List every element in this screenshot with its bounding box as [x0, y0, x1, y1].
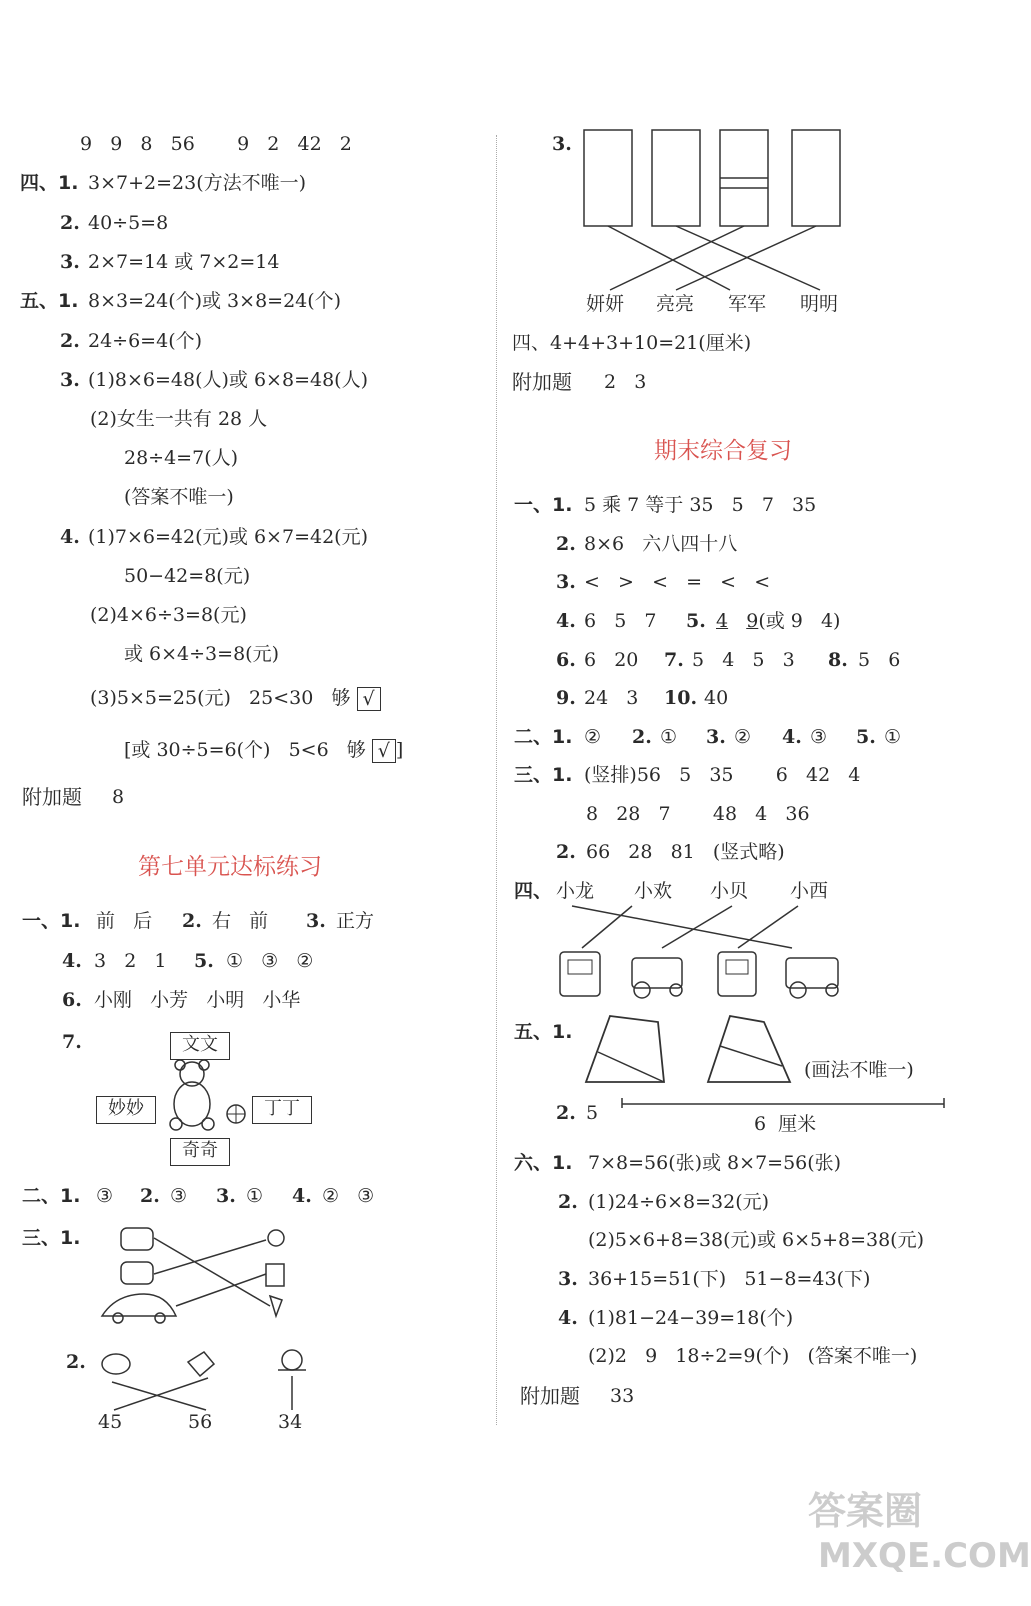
name-box-left: 妙妙	[96, 1096, 156, 1124]
item-number: 3.	[60, 369, 80, 391]
answer-line: 9 9 8 56 9 2 42 2	[80, 133, 352, 155]
answer-text: 40	[704, 687, 729, 709]
name-label: 小贝	[710, 880, 749, 902]
answer-text: 50−42=8(元)	[124, 565, 251, 587]
teddy-bear-ball-illustration	[160, 1060, 250, 1136]
bonus-value: 33	[610, 1385, 635, 1407]
item-number: 2.	[60, 212, 80, 234]
blank-answer: 9	[746, 610, 759, 632]
item-number: 2.	[140, 1185, 160, 1207]
item-number: 5.	[856, 726, 876, 748]
answer-text: ③	[170, 1185, 188, 1207]
answer-text: ③	[810, 726, 828, 748]
item-number: 6.	[62, 989, 82, 1011]
bonus-value: 2 3	[604, 371, 647, 393]
item-number: 4.	[782, 726, 802, 748]
item-number: 8.	[828, 649, 848, 671]
item-number: 6.	[556, 649, 576, 671]
answer-text: 24÷6=4(个)	[88, 330, 203, 352]
item-number: 3.	[558, 1268, 578, 1290]
answer-text: 5 乘 7 等于 35 5 7 35	[584, 494, 817, 516]
refrigerators-matching	[580, 128, 850, 288]
answer-text: ①	[660, 726, 678, 748]
final-review-title: 期末综合复习	[654, 438, 792, 464]
item-number: 2.	[632, 726, 652, 748]
section-label: 三、1.	[22, 1227, 81, 1249]
answer-text: 或 6×4÷3=8(元)	[124, 643, 279, 665]
answer-text: < > < = < <	[584, 571, 771, 593]
section-label: 五、1.	[20, 290, 79, 312]
name-label: 亮亮	[656, 293, 695, 315]
item-number: 2.	[182, 910, 202, 932]
answer-text: 6 20	[584, 649, 639, 671]
answer-text: (1)81−24−39=18(个)	[588, 1307, 794, 1329]
section-label: 一、1.	[514, 494, 573, 516]
answer-text: 6 5 7	[584, 610, 657, 632]
answer-text: (画法不唯一)	[804, 1059, 914, 1081]
check-box: √	[372, 739, 396, 763]
item-number: 2.	[556, 533, 576, 555]
item-number: 3.	[60, 251, 80, 273]
watermark-logo: 答案圈	[808, 1489, 923, 1533]
name-label: 小龙	[556, 880, 595, 902]
answer-text: 四、4+4+3+10=21(厘米)	[512, 332, 752, 354]
answer-text	[90, 686, 381, 711]
answer-text: ①	[246, 1185, 264, 1207]
answer-text: (2)女生一共有 28 人	[90, 408, 268, 430]
answer-text: ① ③ ②	[226, 950, 314, 972]
answer-text: 正方	[336, 910, 375, 932]
item-number: 5.	[686, 610, 706, 632]
item-number: 3.	[552, 133, 572, 155]
answer-text: ②	[734, 726, 752, 748]
answer-span: (3)5×5=25(元) 25<30 够	[90, 687, 351, 709]
quadrilateral-drawings	[584, 1016, 804, 1086]
answer-text: ② ③	[322, 1185, 375, 1207]
answer-text: 8×3=24(个)或 3×8=24(个)	[88, 290, 342, 312]
item-number: 2.	[60, 330, 80, 352]
bonus-label: 附加题	[22, 785, 82, 809]
section-label: 四、	[514, 880, 553, 902]
item-number: 5.	[194, 950, 214, 972]
answer-text: 3×7+2=23(方法不唯一)	[88, 172, 307, 194]
section-label: 六、1.	[514, 1152, 573, 1174]
item-number: 3.	[706, 726, 726, 748]
section-label: 四、1.	[20, 172, 79, 194]
section-label: 二、1.	[22, 1185, 81, 1207]
number-label: 45	[98, 1411, 123, 1433]
answer-text: 5	[586, 1102, 599, 1124]
item-number: 2.	[558, 1191, 578, 1213]
answer-text: (2)5×6+8=38(元)或 6×5+8=38(元)	[588, 1229, 925, 1251]
answer-text: (竖排)56 5 35 6 42 4	[584, 764, 861, 786]
section-label: 三、1.	[514, 764, 573, 786]
section-label: 五、1.	[514, 1021, 573, 1043]
answer-text: 前 后	[96, 910, 153, 932]
name-box-top: 文文	[170, 1032, 230, 1060]
item-number: 4.	[60, 526, 80, 548]
name-box-right: 丁丁	[252, 1096, 312, 1124]
animals-numbers-matching	[96, 1346, 316, 1416]
answer-text: 右 前	[212, 910, 269, 932]
answer-span: [或 30÷5=6(个) 5<6 够	[124, 739, 366, 761]
bonus-label: 附加题	[520, 1384, 580, 1408]
bonus-label: 附加题	[512, 370, 572, 394]
bracket: ]	[395, 739, 404, 761]
answer-text	[716, 609, 840, 633]
tractors-matching	[552, 904, 852, 1004]
answer-text: (2)4×6÷3=8(元)	[90, 604, 247, 626]
blank-answer: 4	[716, 610, 729, 632]
item-number: 9.	[556, 687, 576, 709]
name-box-bottom: 奇奇	[170, 1138, 230, 1166]
watermark-url: MXQE.COM	[818, 1536, 1031, 1576]
number-label: 34	[278, 1411, 303, 1433]
answer-text: 40÷5=8	[88, 212, 169, 234]
item-number: 2.	[556, 841, 576, 863]
answer-text: (答案不唯一)	[124, 486, 234, 508]
name-label: 军军	[728, 293, 767, 315]
name-label: 小西	[790, 880, 829, 902]
ruler-label: 6 厘米	[754, 1113, 817, 1135]
answer-text: 3 2 1	[94, 950, 167, 972]
item-number: 7.	[62, 1031, 82, 1053]
answer-text: (1)8×6=48(人)或 6×8=48(人)	[88, 369, 368, 391]
item-number: 4.	[292, 1185, 312, 1207]
item-number: 10.	[664, 687, 698, 709]
answer-span: (或 9 4)	[758, 610, 841, 632]
name-label: 妍妍	[586, 293, 625, 315]
name-label: 小欢	[634, 880, 673, 902]
column-divider	[496, 135, 497, 1425]
item-number: 3.	[556, 571, 576, 593]
name-label: 明明	[800, 293, 839, 315]
answer-text: 8 28 7 48 4 36	[586, 803, 810, 825]
answer-text: 8×6 六八四十八	[584, 533, 738, 555]
answer-text: (1)7×6=42(元)或 6×7=42(元)	[88, 526, 368, 548]
answer-text: 2×7=14 或 7×2=14	[88, 251, 280, 273]
answer-text: 36+15=51(下) 51−8=43(下)	[588, 1268, 871, 1290]
item-number: 3.	[306, 910, 326, 932]
item-number: 4.	[62, 950, 82, 972]
answer-text: ③	[96, 1185, 114, 1207]
answer-text: 5 6	[858, 649, 901, 671]
answer-text: ②	[584, 726, 602, 748]
answer-text: 28÷4=7(人)	[124, 447, 239, 469]
answer-text: 24 3	[584, 687, 639, 709]
answer-text: 5 4 5 3	[692, 649, 795, 671]
number-label: 56	[188, 1411, 213, 1433]
bonus-value: 8	[112, 786, 125, 808]
cars-animals-matching	[96, 1220, 316, 1330]
answer-text: (1)24÷6×8=32(元)	[588, 1191, 770, 1213]
check-box: √	[357, 687, 381, 711]
item-number: 4.	[558, 1307, 578, 1329]
answer-text: 小刚 小芳 小明 小华	[94, 989, 301, 1011]
item-number: 4.	[556, 610, 576, 632]
item-number: 2.	[556, 1102, 576, 1124]
item-number: 7.	[664, 649, 684, 671]
answer-text: (2)2 9 18÷2=9(个) (答案不唯一)	[588, 1345, 918, 1367]
section-label: 一、1.	[22, 910, 81, 932]
answer-text: ①	[884, 726, 902, 748]
ruler-segment	[620, 1096, 946, 1110]
item-number: 2.	[66, 1351, 86, 1373]
section-label: 二、1.	[514, 726, 573, 748]
unit7-title: 第七单元达标练习	[138, 854, 322, 880]
answer-text	[124, 738, 403, 763]
answer-text: 66 28 81 (竖式略)	[586, 841, 785, 863]
answer-text: 7×8=56(张)或 8×7=56(张)	[588, 1152, 842, 1174]
item-number: 3.	[216, 1185, 236, 1207]
